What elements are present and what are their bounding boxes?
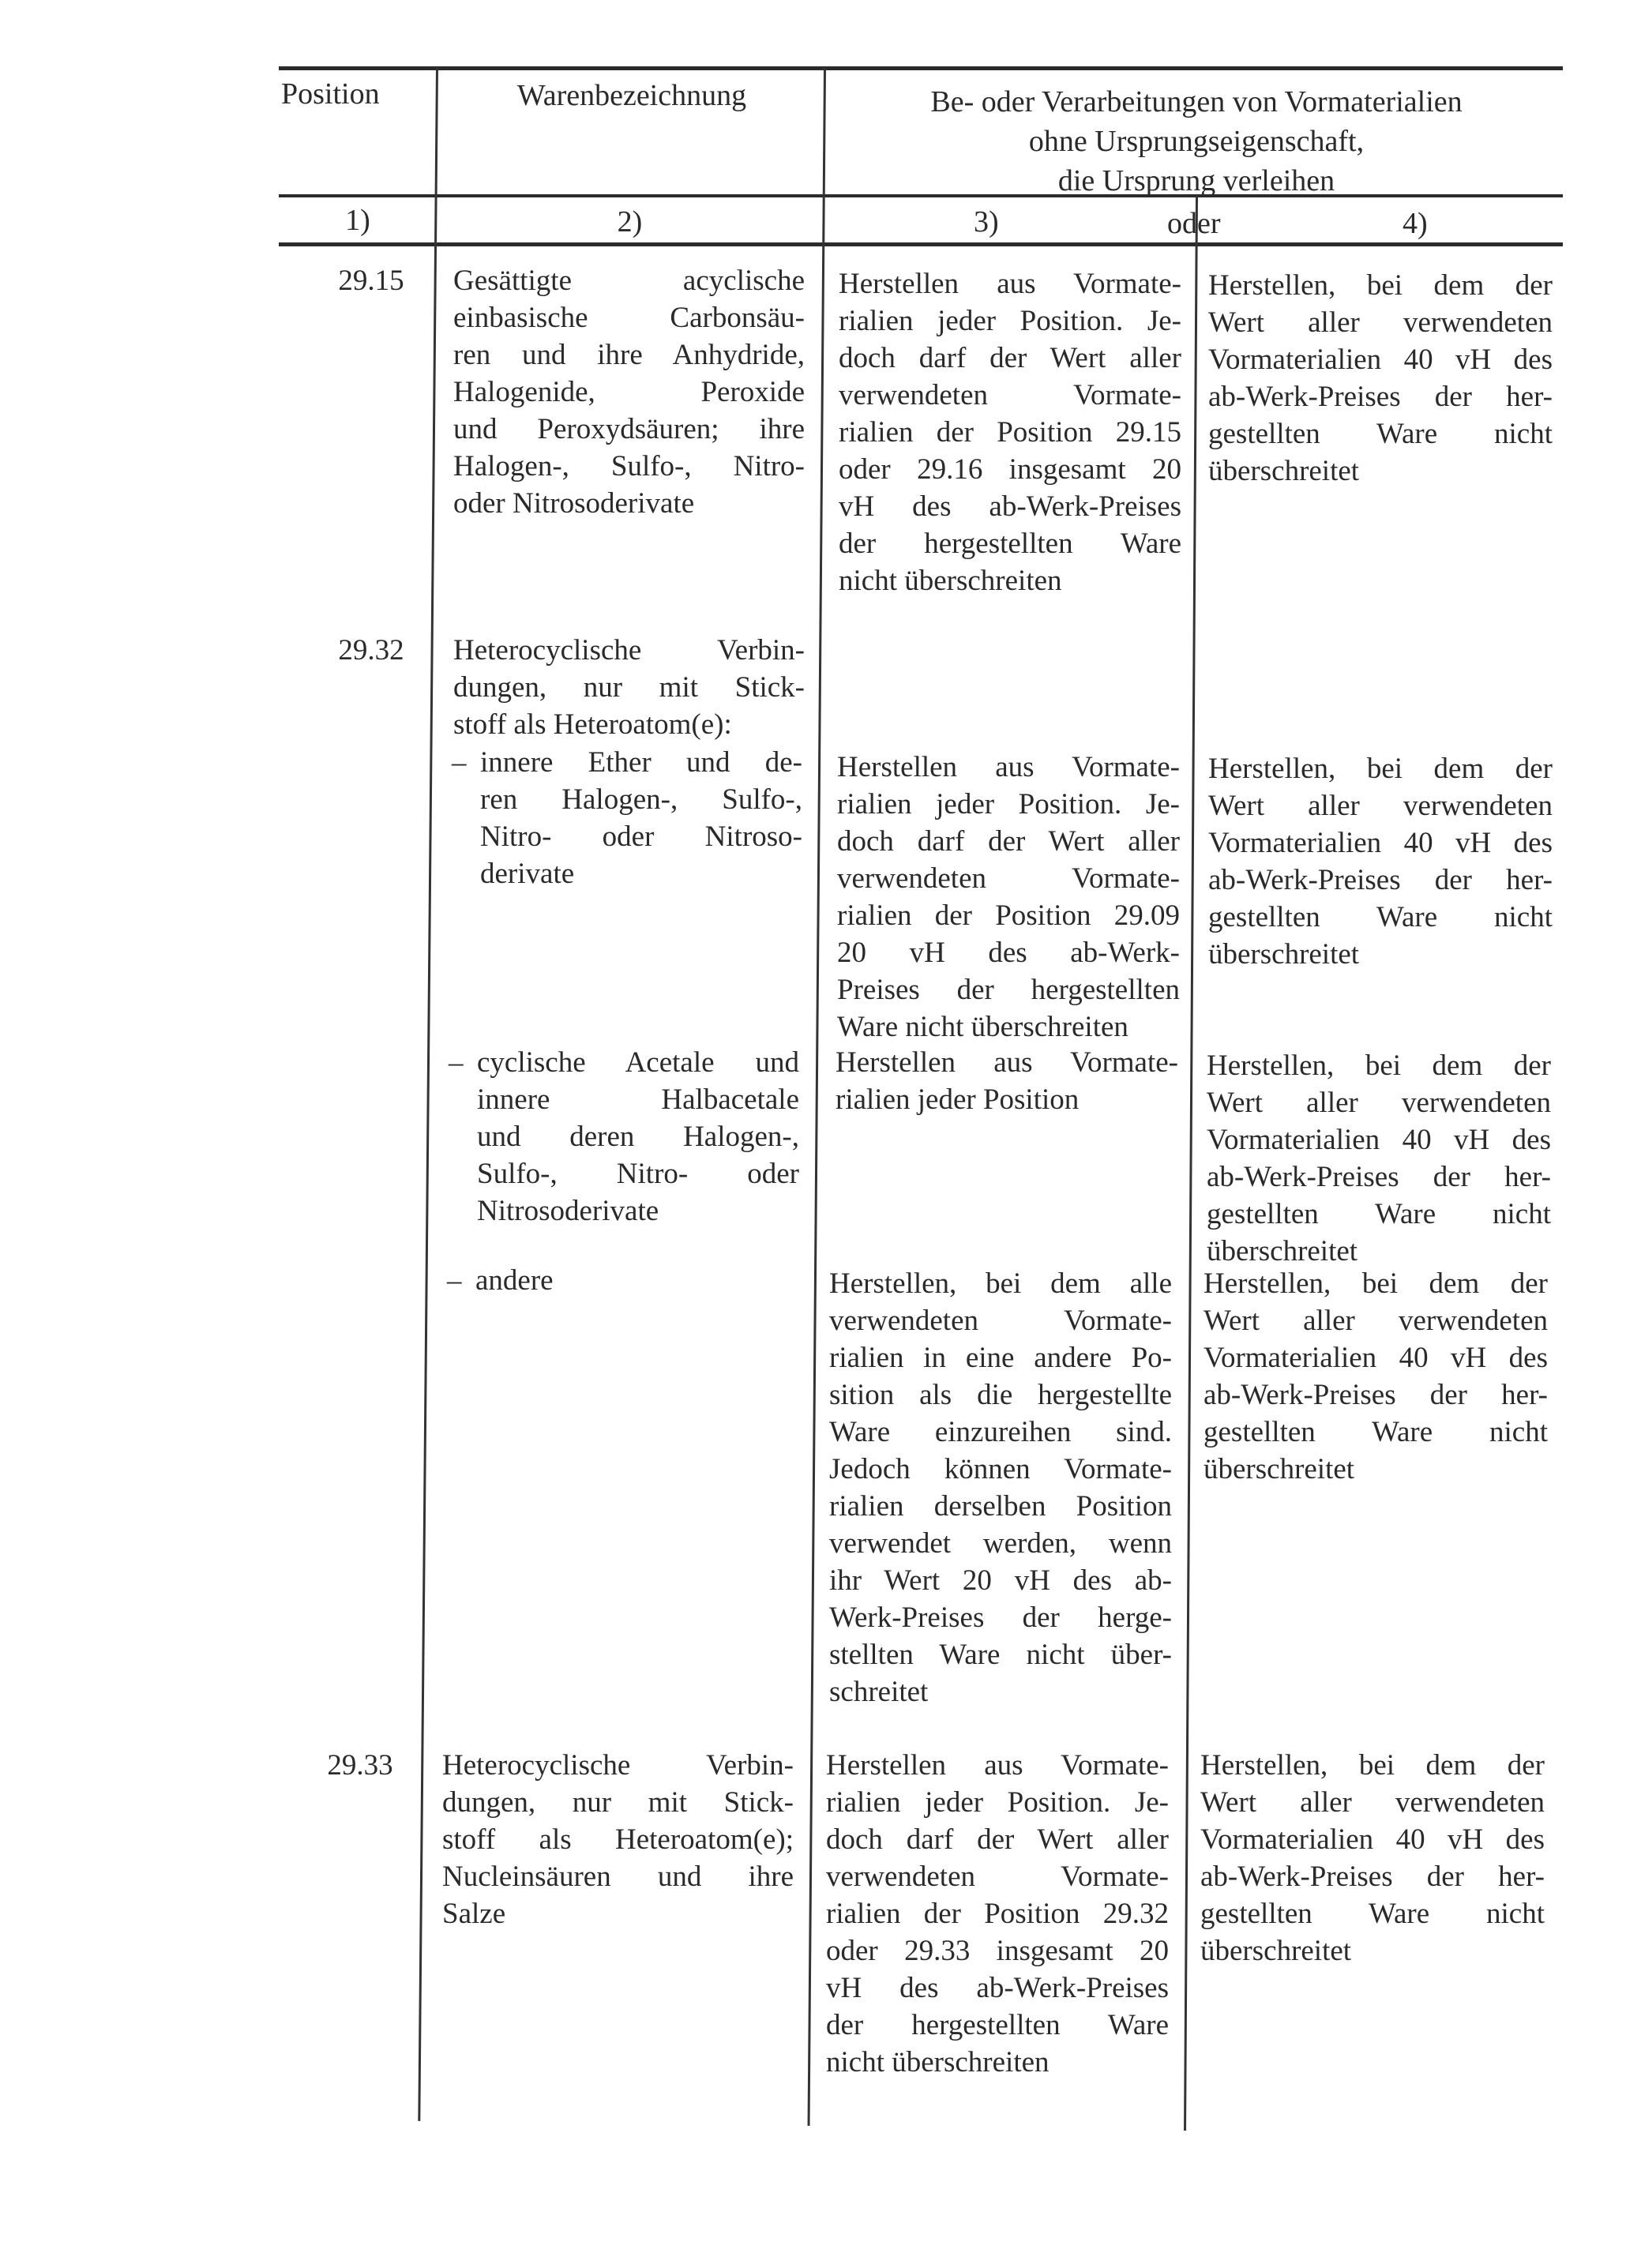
description-line: Heterocyclische Verbin-	[453, 634, 805, 667]
rule-column-4-line: ab-Werk-Preises der her-	[1208, 864, 1553, 896]
header-processing	[829, 82, 1564, 201]
description-line: Nucleinsäuren und ihre	[442, 1861, 794, 1893]
description-line: Halogenide, Peroxide	[453, 376, 805, 408]
column-divider-3	[1184, 196, 1198, 2131]
rule-column-3-line: Ware einzureihen sind.	[829, 1416, 1172, 1448]
rule-column-3-line: doch darf der Wert aller	[839, 342, 1181, 374]
description-line: Gesättigte acyclische	[453, 265, 805, 297]
header-processing-line: ohne Ursprungseigenschaft,	[1028, 125, 1365, 158]
rule-column-3	[839, 265, 1181, 599]
rule-column-3-line: sition als die hergestellte	[829, 1379, 1172, 1411]
rule-column-3-line: vH des ab-Werk-Preises	[839, 490, 1181, 523]
description-line: dungen, nur mit Stick-	[453, 671, 805, 704]
rule-column-4	[1208, 750, 1553, 973]
header-position: Position	[281, 77, 380, 111]
rule-column-4-line: Wert aller verwendeten	[1204, 1305, 1548, 1337]
description	[480, 744, 802, 892]
rule-column-4-line: gestellten Ware nicht	[1208, 901, 1553, 933]
header-processing-line: die Ursprung verleihen	[1057, 164, 1335, 197]
rule-column-4-line: ab-Werk-Preises der her-	[1207, 1161, 1551, 1193]
rule-column-3-line: Jedoch können Vormate-	[829, 1453, 1172, 1485]
rule-column-3-line: rialien jeder Position. Je-	[826, 1786, 1169, 1819]
rule-column-4	[1208, 267, 1553, 490]
rule-column-4-line: Herstellen, bei dem der	[1200, 1749, 1545, 1782]
header-description: Warenbezeichnung	[516, 79, 747, 112]
rule-column-3-line: rialien derselben Position	[829, 1490, 1172, 1523]
rule-column-3	[837, 749, 1180, 1046]
rule-column-4	[1207, 1047, 1551, 1270]
rule-column-3-line: Werk-Preises der herge-	[829, 1601, 1172, 1634]
description-line: dungen, nur mit Stick-	[442, 1786, 794, 1819]
rule-column-4-line: Wert aller verwendeten	[1200, 1786, 1545, 1819]
rule-column-4-line: Wert aller verwendeten	[1207, 1087, 1551, 1119]
column-oder: oder	[1167, 207, 1221, 240]
rule-column-3-line: der hergestellten Ware	[839, 528, 1181, 560]
description-line: Halogen-, Sulfo-, Nitro-	[453, 450, 805, 483]
description-line: Salze	[442, 1898, 506, 1930]
description-line: Heterocyclische Verbin-	[442, 1749, 794, 1782]
rule-column-3-line: Preises der hergestellten	[837, 974, 1180, 1006]
rule-column-3-line: verwendeten Vormate-	[826, 1861, 1169, 1893]
position-number: 29.15	[338, 265, 404, 297]
rule-column-3-line: verwendeten Vormate-	[839, 379, 1181, 411]
description-line: andere	[475, 1264, 554, 1297]
position-number: 29.33	[327, 1749, 393, 1782]
rule-column-3-line: nicht überschreiten	[839, 565, 1062, 597]
description-line: einbasische Carbonsäu-	[453, 302, 805, 334]
description-line: Nitrosoderivate	[477, 1195, 659, 1227]
rule-column-4-line: gestellten Ware nicht	[1204, 1416, 1548, 1448]
rule-column-4-line: ab-Werk-Preises der her-	[1200, 1861, 1545, 1893]
column-number-3: 3)	[974, 205, 999, 238]
rule-column-3-line: Herstellen aus Vormate-	[839, 268, 1181, 300]
rule-column-4-line: gestellten Ware nicht	[1207, 1198, 1551, 1230]
rule-column-3-line: Ware nicht überschreiten	[837, 1011, 1128, 1043]
rule-column-4-line: überschreitet	[1208, 455, 1360, 487]
rule-column-4-line: ab-Werk-Preises der her-	[1208, 381, 1553, 413]
description-line: stoff als Heteroatom(e);	[442, 1823, 794, 1856]
rule-column-3-line: oder 29.16 insgesamt 20	[839, 453, 1181, 486]
rule-column-4-line: überschreitet	[1207, 1235, 1358, 1267]
header-processing-line: Be- oder Verarbeitungen von Vormaterialien	[930, 85, 1463, 118]
rule-column-3-line: schreitet	[829, 1676, 929, 1708]
rule-column-4-line: Wert aller verwendeten	[1208, 306, 1553, 339]
rule-column-4	[1204, 1265, 1548, 1488]
rule-column-4-line: Herstellen, bei dem der	[1208, 269, 1553, 302]
rule-column-3-line: rialien der Position 29.32	[826, 1898, 1169, 1930]
rule-column-3-line: Herstellen aus Vormate-	[826, 1749, 1169, 1782]
description-line: ren Halogen-, Sulfo-,	[480, 783, 802, 816]
description	[477, 1044, 799, 1230]
rule-column-3	[836, 1044, 1178, 1118]
description-line: oder Nitrosoderivate	[453, 487, 695, 520]
description-line: innere Halbacetale	[477, 1083, 799, 1116]
rule-column-3	[829, 1265, 1172, 1710]
description	[453, 632, 805, 743]
description-line: stoff als Heteroatom(e):	[453, 708, 732, 741]
rule-column-3-line: der hergestellten Ware	[826, 2009, 1169, 2041]
rule-column-3-line: Herstellen, bei dem alle	[829, 1267, 1172, 1300]
rule-column-3-line: verwendeten Vormate-	[829, 1305, 1172, 1337]
rule-column-4-line: Vormaterialien 40 vH des	[1208, 827, 1553, 859]
description-line: ren und ihre Anhydride,	[453, 339, 805, 371]
column-number-4: 4)	[1403, 207, 1428, 240]
column-number-rule	[279, 242, 1563, 246]
rule-column-3-line: 20 vH des ab-Werk-	[837, 937, 1180, 969]
rule-column-4-line: überschreitet	[1208, 938, 1360, 971]
rule-column-3-line: rialien der Position 29.09	[837, 899, 1180, 932]
rule-column-3-line: doch darf der Wert aller	[837, 825, 1180, 858]
rule-column-3-line: verwendeten Vormate-	[837, 862, 1180, 895]
description-line: innere Ether und de-	[480, 746, 802, 779]
rule-column-3-line: doch darf der Wert aller	[826, 1823, 1169, 1856]
rule-column-4-line: Vormaterialien 40 vH des	[1200, 1823, 1545, 1856]
rule-column-3-line: vH des ab-Werk-Preises	[826, 1972, 1169, 2004]
description-line: cyclische Acetale und	[477, 1046, 799, 1079]
description-line: Sulfo-, Nitro- oder	[477, 1158, 799, 1190]
column-divider-1	[418, 68, 438, 2121]
rule-column-4-line: Wert aller verwendeten	[1208, 790, 1553, 822]
column-divider-2	[808, 68, 826, 2126]
rule-column-3-line: nicht überschreiten	[826, 2046, 1050, 2078]
rule-column-4-line: Vormaterialien 40 vH des	[1208, 344, 1553, 376]
list-dash: –	[452, 746, 467, 779]
rule-column-4-line: gestellten Ware nicht	[1208, 418, 1553, 450]
column-number-2: 2)	[617, 205, 643, 238]
rule-column-4-line: Herstellen, bei dem der	[1207, 1050, 1551, 1082]
rule-column-3-line: rialien der Position 29.15	[839, 416, 1181, 449]
rule-column-4-line: Herstellen, bei dem der	[1204, 1267, 1548, 1300]
description-line: und Peroxydsäuren; ihre	[453, 413, 805, 445]
column-number-1: 1)	[345, 204, 370, 237]
rule-column-3	[826, 1747, 1169, 2081]
rule-column-3-line: verwendet werden, wenn	[829, 1527, 1172, 1560]
rule-column-3-line: stellten Ware nicht über-	[829, 1639, 1172, 1671]
rule-column-3-line: rialien jeder Position. Je-	[837, 788, 1180, 820]
rule-column-4-line: Herstellen, bei dem der	[1208, 753, 1553, 785]
rule-column-3-line: rialien jeder Position	[836, 1083, 1080, 1116]
description-line: derivate	[480, 858, 575, 890]
description	[442, 1747, 794, 1932]
rule-column-3-line: oder 29.33 insgesamt 20	[826, 1935, 1169, 1967]
rule-column-3-line: rialien jeder Position. Je-	[839, 305, 1181, 337]
rule-column-4-line: Vormaterialien 40 vH des	[1207, 1124, 1551, 1156]
rule-column-4-line: Vormaterialien 40 vH des	[1204, 1342, 1548, 1374]
description-line: Nitro- oder Nitroso-	[480, 820, 802, 853]
rule-column-3-line: Herstellen aus Vormate-	[836, 1046, 1178, 1079]
rule-column-4-line: ab-Werk-Preises der her-	[1204, 1379, 1548, 1411]
rule-column-4-line: überschreitet	[1200, 1935, 1352, 1967]
rule-column-3-line: Herstellen aus Vormate-	[837, 751, 1180, 783]
list-dash: –	[449, 1046, 464, 1079]
rule-column-4	[1200, 1747, 1545, 1969]
description	[475, 1262, 798, 1299]
table-top-rule	[279, 66, 1563, 70]
list-dash: –	[447, 1264, 462, 1297]
description-line: und deren Halogen-,	[477, 1121, 799, 1153]
rule-column-3-line: ihr Wert 20 vH des ab-	[829, 1564, 1172, 1597]
description	[453, 262, 805, 522]
rule-column-4-line: überschreitet	[1204, 1453, 1355, 1485]
position-number: 29.32	[338, 634, 404, 667]
rule-column-4-line: gestellten Ware nicht	[1200, 1898, 1545, 1930]
rule-column-3-line: rialien in eine andere Po-	[829, 1342, 1172, 1374]
